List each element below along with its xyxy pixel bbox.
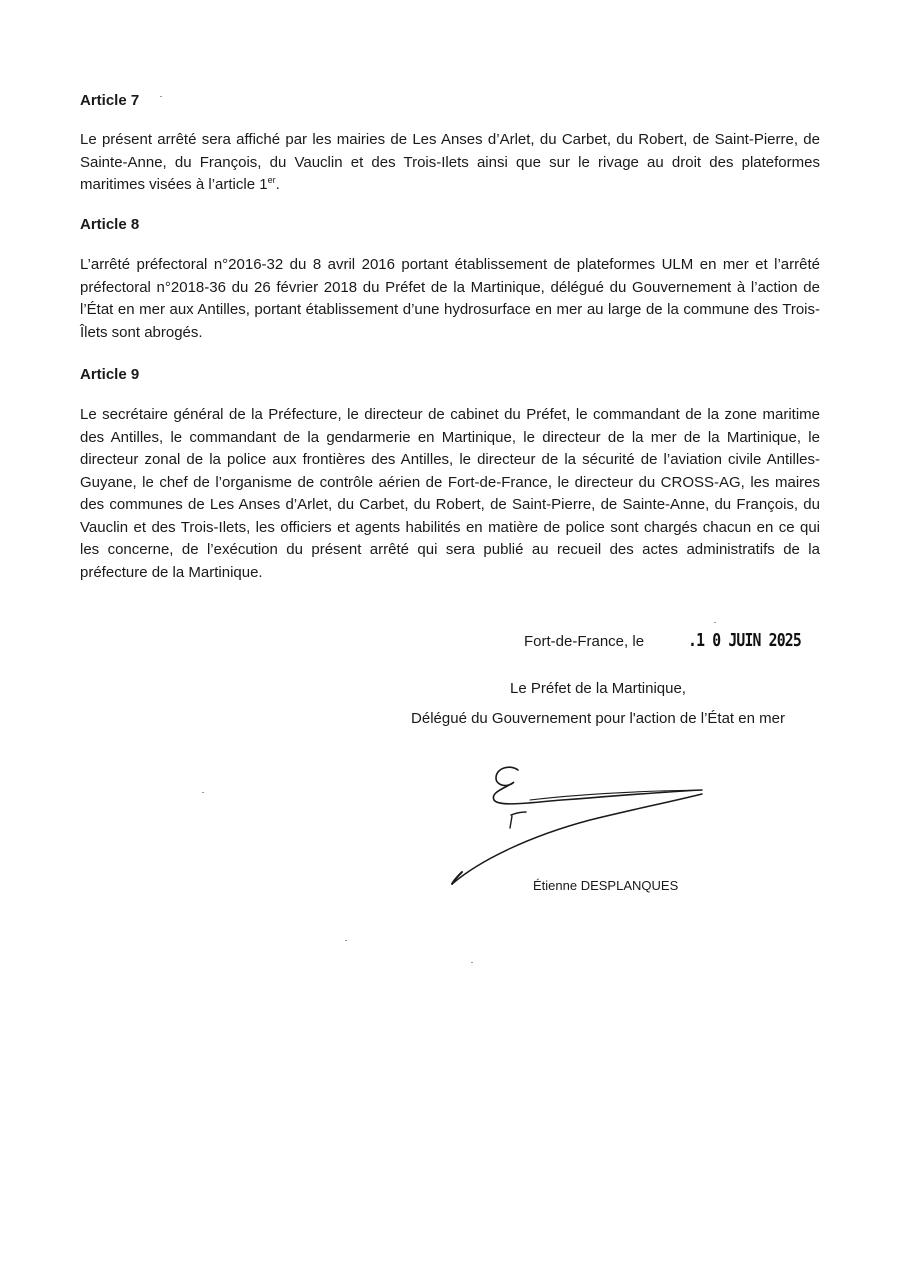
signer-name: Étienne DESPLANQUES: [533, 878, 679, 893]
handwritten-signature: [440, 760, 720, 890]
article-7-text-main: Le présent arrêté sera affiché par les mairies de Les Anses d’Arlet, du Carbet, du Robert, de Saint-Pierre, de Sainte-Anne, du François, du Vauclin et des Trois-Ilets ainsi que sur le rivage au droit des plateformes maritimes visées à l’article 1: [80, 131, 820, 193]
article-7-title: Article 7: [80, 92, 140, 109]
article-8-text: L’arrêté préfectoral n°2016-32 du 8 avril 2016 portant établissement de plateformes ULM en mer et l’arrêté préfectoral n°2018-36 du 26 février 2018 du Préfet de la Martinique, délégué du Gouvernement à l’action de l’État en mer aux Antilles, portant établissement d’une hydrosurface en mer au large de la commune des Trois-Îlets sont abrogés.: [80, 256, 820, 341]
signatory-title: Le Préfet de la Martinique,: [510, 680, 686, 697]
article-9-title: Article 9: [80, 366, 140, 383]
scan-speck: [160, 96, 162, 97]
article-7-text: [80, 129, 820, 197]
signatory-role: Délégué du Gouvernement pour l'action de l’État en mer: [411, 710, 785, 727]
place-line: Fort-de-France, le: [524, 633, 645, 650]
date-stamp: .1 0 JUIN 2025: [688, 630, 801, 651]
scan-speck: [471, 962, 473, 963]
article-8-title: Article 8: [80, 216, 140, 233]
article-9-text: Le secrétaire général de la Préfecture, le directeur de cabinet du Préfet, le commandant de la zone maritime des Antilles, le commandant de la gendarmerie en Martinique, le directeur de la mer de la Martinique, le directeur zonal de la police aux frontières des Antilles, le directeur de la sécurité de l’aviation civile Antilles-Guyane, le chef de l’organisme de contrôle aérien de Fort-de-France, le directeur du CROSS-AG, les maires des communes de Les Anses d’Arlet, du Carbet, du Robert, de Saint-Pierre, de Sainte-Anne, du François, du Vauclin et des Trois-Ilets, les officiers et agents habilités en matière de police sont chargés chacun en ce qui les concerne, de l’exécution du présent arrêté qui sera publié au recueil des actes administratifs de la préfecture de la Martinique.: [80, 406, 820, 581]
article-7-superscript: er: [267, 175, 276, 185]
scan-speck: [202, 792, 204, 793]
scan-speck: [345, 940, 347, 941]
article-7-text-end: .: [275, 176, 280, 193]
scan-speck: [714, 622, 716, 623]
